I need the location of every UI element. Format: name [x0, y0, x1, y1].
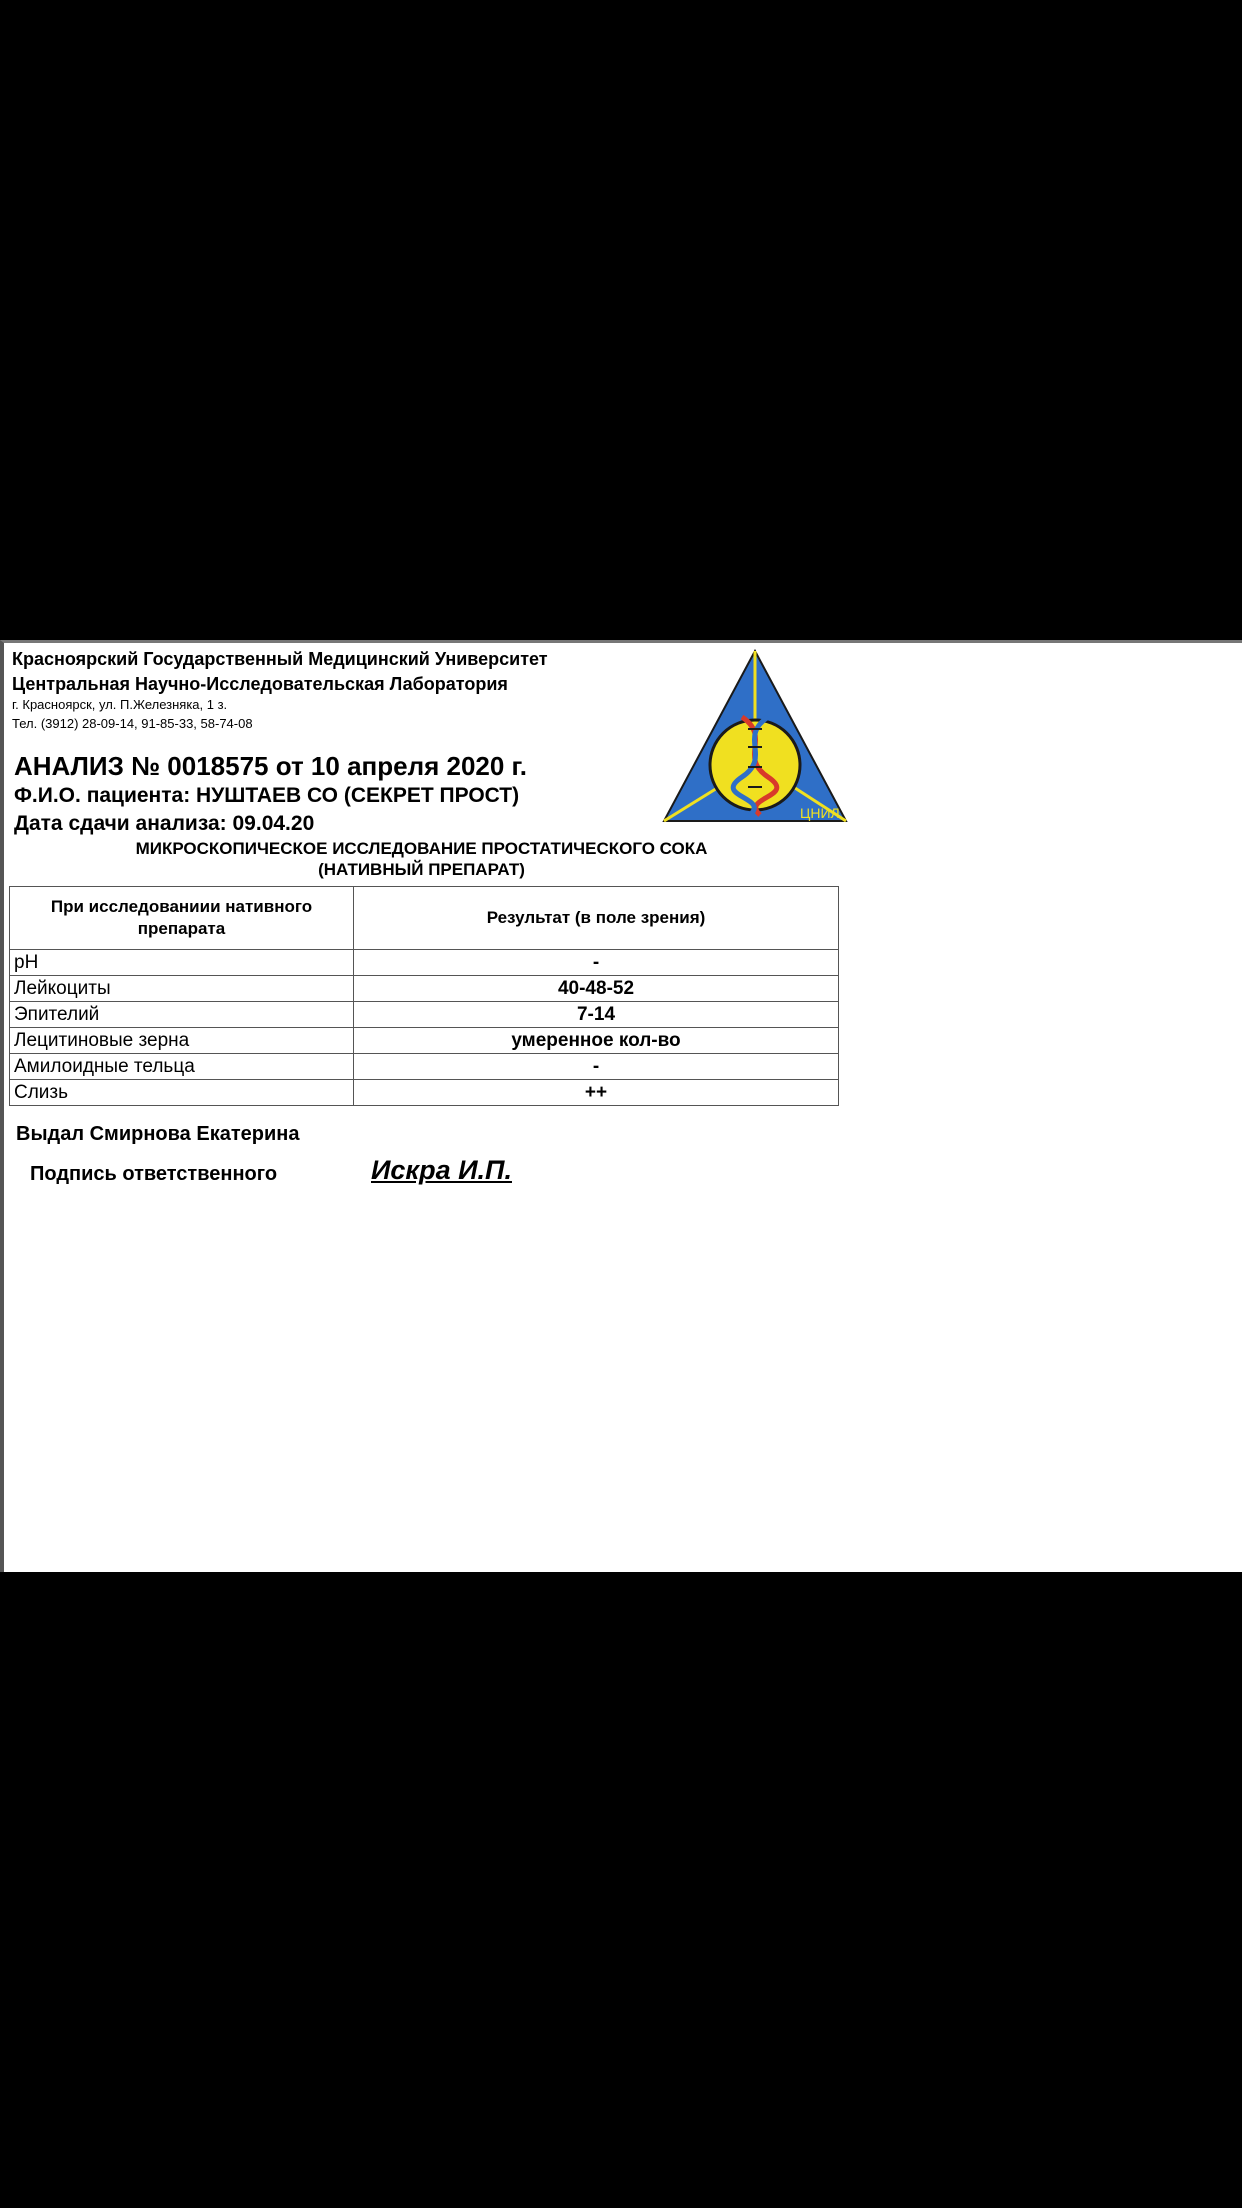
study-title-line1: МИКРОСКОПИЧЕСКОЕ ИССЛЕДОВАНИЕ ПРОСТАТИЧЕСКОГО СОКА	[135, 839, 708, 858]
param-cell: pH	[10, 950, 354, 976]
analysis-title: АНАЛИЗ № 0018575 от 10 апреля 2020 г.	[14, 751, 528, 781]
logo-text: ЦНИЛ	[800, 805, 840, 821]
table-row	[10, 1028, 839, 1054]
result-cell: 7-14	[354, 1002, 839, 1028]
result-cell: -	[354, 1054, 839, 1080]
lab-report-document	[0, 640, 1242, 1572]
table-header-row	[10, 887, 839, 950]
analysis-date: Дата сдачи анализа: 09.04.20	[14, 812, 315, 835]
result-cell: 40-48-52	[354, 976, 839, 1002]
table-row	[10, 950, 839, 976]
patient-name: Ф.И.О. пациента: НУШТАЕВ СО (СЕКРЕТ ПРОСТ)	[14, 784, 520, 807]
table-row	[10, 976, 839, 1002]
param-header-line1: При исследованиии нативного	[50, 897, 313, 916]
signature-value: Искра И.П.	[371, 1155, 512, 1185]
param-cell: Амилоидные тельца	[10, 1054, 354, 1080]
result-cell: умеренное кол-во	[354, 1028, 839, 1054]
issued-by: Выдал Смирнова Екатерина	[16, 1123, 300, 1145]
table-row	[10, 1002, 839, 1028]
param-cell: Лецитиновые зерна	[10, 1028, 354, 1054]
lab-address: г. Красноярск, ул. П.Железняка, 1 з.	[12, 697, 228, 712]
lab-phone: Тел. (3912) 28-09-14, 91-85-33, 58-74-08	[12, 716, 253, 731]
result-cell: ++	[354, 1080, 839, 1106]
table-row	[10, 1054, 839, 1080]
result-cell: -	[354, 950, 839, 976]
table-row	[10, 1080, 839, 1106]
result-column-header: Результат (в поле зрения)	[354, 887, 839, 950]
param-column-header	[10, 887, 354, 950]
results-table	[9, 886, 839, 1106]
signature-label: Подпись ответственного	[30, 1163, 278, 1185]
study-title-line2: (НАТИВНЫЙ ПРЕПАРАТ)	[318, 860, 525, 879]
param-cell: Слизь	[10, 1080, 354, 1106]
laboratory-name: Центральная Научно-Исследовательская Лаборатория	[12, 674, 508, 694]
param-cell: Лейкоциты	[10, 976, 354, 1002]
param-header-line2: препарата	[137, 919, 226, 938]
param-cell: Эпителий	[10, 1002, 354, 1028]
lab-logo-icon	[660, 647, 850, 823]
university-name: Красноярский Государственный Медицинский Университет	[12, 649, 548, 669]
